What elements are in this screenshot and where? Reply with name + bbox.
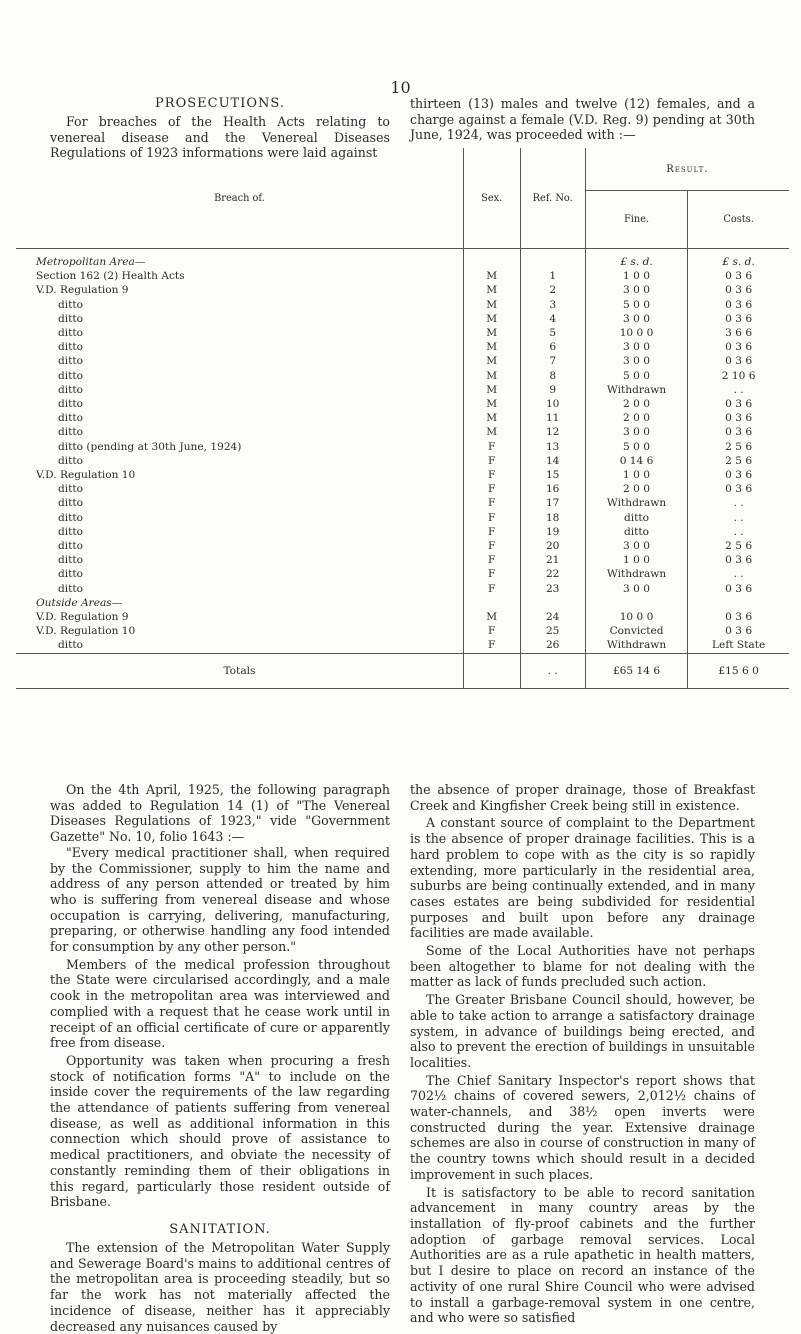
table-row <box>16 582 789 596</box>
breach-cell: ditto <box>58 412 84 425</box>
breach-cell: Section 162 (2) Health Acts <box>36 270 185 283</box>
table-row <box>16 454 789 468</box>
section-metropolitan: Metropolitan Area— <box>36 256 146 268</box>
sex-cell: F <box>463 638 520 653</box>
breach-cell: ditto (pending at 30th June, 1924) <box>58 440 242 453</box>
fine-cell: 3 0 0 <box>585 539 687 553</box>
table-row <box>16 369 789 383</box>
ref-cell: 15 <box>520 468 585 482</box>
intro-right-text: thirteen (13) males and twelve (12) females, and a charge against a female (V.D. Reg. 9) pending at 30th June, 1924, was proceeded with :— <box>410 96 755 143</box>
fine-cell: 2 0 0 <box>585 397 687 411</box>
local-authorities-paragraph: Some of the Local Authorities have not perhaps been altogether to blame for not dealing with the matter as lack of funds precluded such action. <box>410 943 755 990</box>
fine-cell: Withdrawn <box>585 567 687 581</box>
ref-cell: 26 <box>520 638 585 653</box>
table-row <box>16 283 789 297</box>
ref-cell: 18 <box>520 511 585 525</box>
sex-cell: F <box>463 468 520 482</box>
table-row <box>16 567 789 581</box>
sex-cell: M <box>463 369 520 383</box>
sex-cell: F <box>463 511 520 525</box>
sex-cell: F <box>463 482 520 496</box>
sanitation-heading: SANITATION. <box>169 1221 271 1237</box>
sex-cell: M <box>463 283 520 297</box>
sex-cell: M <box>463 397 520 411</box>
table-row <box>16 383 789 397</box>
inspector-report-paragraph: The Chief Sanitary Inspector's report shows that 702½ chains of covered sewers, 2,012½ chains of water-channels, and 38½ open inverts were constructed during the year. Extensive drainage schemes are also in course of construction in many of the country towns which should result in a decided improvement in such places. <box>410 1072 755 1182</box>
ref-cell: 23 <box>520 582 585 596</box>
fine-cell: 2 0 0 <box>585 411 687 425</box>
table-row <box>16 425 789 439</box>
ref-cell: 13 <box>520 440 585 454</box>
breach-cell: ditto <box>58 383 84 396</box>
totals-row <box>16 653 789 688</box>
table-row <box>16 511 789 525</box>
table-row <box>16 610 789 624</box>
table-row <box>16 312 789 326</box>
totals-sex <box>463 653 520 688</box>
sex-cell: M <box>463 326 520 340</box>
breach-cell: V.D. Regulation 9 <box>36 611 129 624</box>
ref-cell: 11 <box>520 411 585 425</box>
costs-cell: 3 6 6 <box>688 326 789 340</box>
fine-cell: 5 0 0 <box>585 440 687 454</box>
sex-cell: F <box>463 454 520 468</box>
costs-cell: 0 3 6 <box>688 468 789 482</box>
costs-cell: 0 3 6 <box>688 340 789 354</box>
members-paragraph: Members of the medical profession throughout the State were circularised accordingly, and a male cook in the metropolitan area was interviewed and complied with a request that he cease work until in receipt of an official certificate of cure or apparently free from disease. <box>50 956 390 1051</box>
ref-cell: 22 <box>520 567 585 581</box>
ref-cell: 3 <box>520 298 585 312</box>
table-row <box>16 638 789 653</box>
breach-cell: V.D. Regulation 9 <box>36 284 129 297</box>
intro-right <box>410 96 755 143</box>
sex-cell: F <box>463 525 520 539</box>
costs-units: £ s. d. <box>688 249 789 270</box>
table-row <box>16 397 789 411</box>
breach-cell: ditto <box>58 426 84 439</box>
fine-units: £ s. d. <box>585 249 687 270</box>
costs-cell: . . <box>688 496 789 510</box>
header-result: Result. <box>585 148 789 191</box>
ref-cell: 2 <box>520 283 585 297</box>
ref-cell: 9 <box>520 383 585 397</box>
ref-cell: 6 <box>520 340 585 354</box>
table-row <box>16 269 789 283</box>
fine-cell: ditto <box>585 525 687 539</box>
intro-left-text: For breaches of the Health Acts relating to venereal disease and the Venereal Diseases Regulations of 1923 informations were laid against <box>50 114 390 161</box>
sex-cell: M <box>463 298 520 312</box>
costs-cell: 0 3 6 <box>688 482 789 496</box>
ref-cell: 24 <box>520 610 585 624</box>
costs-cell: 0 3 6 <box>688 354 789 368</box>
sex-cell: M <box>463 383 520 397</box>
breach-cell: ditto <box>58 312 84 325</box>
table-row <box>16 411 789 425</box>
costs-cell: 0 3 6 <box>688 283 789 297</box>
header-fine: Fine. <box>585 191 687 249</box>
sex-cell: F <box>463 496 520 510</box>
fine-cell: ditto <box>585 511 687 525</box>
sex-cell: F <box>463 624 520 638</box>
costs-cell: 2 5 6 <box>688 539 789 553</box>
breach-cell: ditto <box>58 369 84 382</box>
costs-cell: 0 3 6 <box>688 397 789 411</box>
breach-cell: ditto <box>58 525 84 538</box>
costs-cell: Left State <box>688 638 789 653</box>
breach-cell: ditto <box>58 398 84 411</box>
table-row <box>16 553 789 567</box>
sex-cell: M <box>463 610 520 624</box>
table-row <box>16 326 789 340</box>
garbage-removal-paragraph: It is satisfactory to be able to record sanitation advancement in many country areas by the installation of fly-proof cabinets and the further adoption of garbage removal services. Local Authorities are as a rule apathetic in health matters, but I desire to place on record an instance of the activity of one rural Shire Council who were advised to install a garbage-removal system in one centre, and who were so satisfied <box>410 1184 755 1326</box>
sex-cell: M <box>463 354 520 368</box>
costs-cell: 2 5 6 <box>688 440 789 454</box>
breach-cell: ditto <box>58 540 84 553</box>
fine-cell: Withdrawn <box>585 496 687 510</box>
ref-cell: 1 <box>520 269 585 283</box>
breach-cell: ditto <box>58 568 84 581</box>
table-row <box>16 525 789 539</box>
costs-cell: 0 3 6 <box>688 610 789 624</box>
fine-cell: 3 0 0 <box>585 312 687 326</box>
table-row <box>16 482 789 496</box>
prosecutions-heading: PROSECUTIONS. <box>155 96 285 111</box>
table-row <box>16 298 789 312</box>
fine-cell: 1 0 0 <box>585 269 687 283</box>
costs-cell: 2 5 6 <box>688 454 789 468</box>
breach-cell: ditto <box>58 554 84 567</box>
sex-cell: F <box>463 567 520 581</box>
regulation-quote: "Every medical practitioner shall, when required by the Commissioner, supply to him the name and address of any person attended or treated by him who is suffering from venereal disease and whose occupation is carrying, delivering, manufacturing, preparing, or otherwise handling any food intended for consumption by any other person." <box>50 844 390 955</box>
costs-cell: 0 3 6 <box>688 553 789 567</box>
body-right-column <box>410 782 755 1326</box>
page-number: 10 <box>390 78 411 97</box>
fine-cell: 3 0 0 <box>585 340 687 354</box>
ref-cell: 25 <box>520 624 585 638</box>
breach-cell: ditto <box>58 582 84 595</box>
ref-cell: 20 <box>520 539 585 553</box>
totals-costs: £15 6 0 <box>688 653 789 688</box>
header-costs: Costs. <box>688 191 789 249</box>
breach-cell: ditto <box>58 327 84 340</box>
ref-cell: 10 <box>520 397 585 411</box>
prosecutions-table <box>16 148 789 689</box>
table-row <box>16 340 789 354</box>
costs-cell: 0 3 6 <box>688 582 789 596</box>
drainage-complaint-paragraph: A constant source of complaint to the Department is the absence of proper drainage facilities. This is a hard problem to cope with as the city is so rapidly extending, more particularly in the residential area, suburbs are being continually extended, and in many cases estates are being subdivided for residential purposes and built upon before any drainage facilities are made available. <box>410 815 755 941</box>
breach-cell: ditto <box>58 497 84 510</box>
table-body <box>16 249 789 689</box>
breach-cell: V.D. Regulation 10 <box>36 625 136 638</box>
fine-cell: 10 0 0 <box>585 610 687 624</box>
fine-cell: 1 0 0 <box>585 468 687 482</box>
fine-cell: 3 0 0 <box>585 354 687 368</box>
breach-cell: ditto <box>58 341 84 354</box>
costs-cell: 0 3 6 <box>688 269 789 283</box>
header-sex: Sex. <box>463 148 520 249</box>
costs-cell: 0 3 6 <box>688 312 789 326</box>
costs-cell: 0 3 6 <box>688 411 789 425</box>
breach-cell: ditto <box>58 355 84 368</box>
fine-cell: 3 0 0 <box>585 425 687 439</box>
ref-cell: 8 <box>520 369 585 383</box>
fine-cell: 0 14 6 <box>585 454 687 468</box>
table-row <box>16 624 789 638</box>
fine-cell: 5 0 0 <box>585 369 687 383</box>
fine-cell: 10 0 0 <box>585 326 687 340</box>
fine-cell: 3 0 0 <box>585 283 687 297</box>
table-row <box>16 440 789 454</box>
totals-label: Totals <box>16 653 463 688</box>
sex-cell: M <box>463 411 520 425</box>
drainage-continuation: the absence of proper drainage, those of Breakfast Creek and Kingfisher Creek being still in existence. <box>410 782 755 813</box>
costs-cell: 0 3 6 <box>688 298 789 312</box>
forms-paragraph: Opportunity was taken when procuring a fresh stock of notification forms "A" to include on the inside cover the requirements of the law regarding the attendance of patients suffering from venereal disease, as well as additional information in this connection which should prove of assistance to medical practitioners, and obviate the necessity of constantly reminding them of their obligations in this regard, particularly those resident outside of Brisbane. <box>50 1052 390 1210</box>
breach-cell: ditto <box>58 483 84 496</box>
breach-cell: ditto <box>58 511 84 524</box>
brisbane-council-paragraph: The Greater Brisbane Council should, however, be able to take action to arrange a satisfactory drainage system, in advance of buildings being erected, and also to prevent the erection of buildings in unsuitable localities. <box>410 992 755 1070</box>
header-ref: Ref. No. <box>520 148 585 249</box>
costs-cell: 0 3 6 <box>688 624 789 638</box>
breach-cell: ditto <box>58 298 84 311</box>
regulation-paragraph: On the 4th April, 1925, the following paragraph was added to Regulation 14 (1) of "The Venereal Diseases Regulations of 1923," vide "Government Gazette" No. 10, folio 1643 :— <box>50 782 390 845</box>
ref-cell: 14 <box>520 454 585 468</box>
sex-cell: M <box>463 269 520 283</box>
fine-cell: 3 0 0 <box>585 582 687 596</box>
body-left-column <box>50 782 390 1334</box>
fine-cell: Withdrawn <box>585 638 687 653</box>
sex-cell: M <box>463 340 520 354</box>
totals-fine: £65 14 6 <box>585 653 687 688</box>
prosecutions-table-wrap <box>16 148 789 778</box>
fine-cell: 5 0 0 <box>585 298 687 312</box>
sex-cell: M <box>463 312 520 326</box>
costs-cell: 0 3 6 <box>688 425 789 439</box>
fine-cell: 1 0 0 <box>585 553 687 567</box>
breach-cell: ditto <box>58 454 84 467</box>
ref-cell: 5 <box>520 326 585 340</box>
sex-cell: M <box>463 425 520 439</box>
costs-cell: . . <box>688 525 789 539</box>
table-row <box>16 539 789 553</box>
sex-cell: F <box>463 553 520 567</box>
ref-cell: 21 <box>520 553 585 567</box>
fine-cell: Convicted <box>585 624 687 638</box>
ref-cell: 7 <box>520 354 585 368</box>
section-outside-areas: Outside Areas— <box>36 596 123 609</box>
ref-cell: 4 <box>520 312 585 326</box>
ref-cell: 17 <box>520 496 585 510</box>
ref-cell: 12 <box>520 425 585 439</box>
table-row <box>16 496 789 510</box>
ref-cell: 19 <box>520 525 585 539</box>
header-breach: Breach of. <box>16 148 463 249</box>
fine-cell: Withdrawn <box>585 383 687 397</box>
water-supply-paragraph: The extension of the Metropolitan Water Supply and Sewerage Board's mains to additional centres of the metropolitan area is proceeding steadily, but so far the work has not materially affected the incidence of disease, neither has it appreciably decreased any nuisances caused by <box>50 1239 390 1334</box>
fine-cell: 2 0 0 <box>585 482 687 496</box>
ref-cell: 16 <box>520 482 585 496</box>
sex-cell: F <box>463 582 520 596</box>
sex-cell: F <box>463 440 520 454</box>
totals-ref: . . <box>520 653 585 688</box>
breach-cell: ditto <box>58 639 84 652</box>
breach-cell: V.D. Regulation 10 <box>36 469 136 482</box>
costs-cell: . . <box>688 511 789 525</box>
table-row <box>16 468 789 482</box>
table-row <box>16 354 789 368</box>
sex-cell: F <box>463 539 520 553</box>
costs-cell: . . <box>688 383 789 397</box>
costs-cell: 2 10 6 <box>688 369 789 383</box>
costs-cell: . . <box>688 567 789 581</box>
